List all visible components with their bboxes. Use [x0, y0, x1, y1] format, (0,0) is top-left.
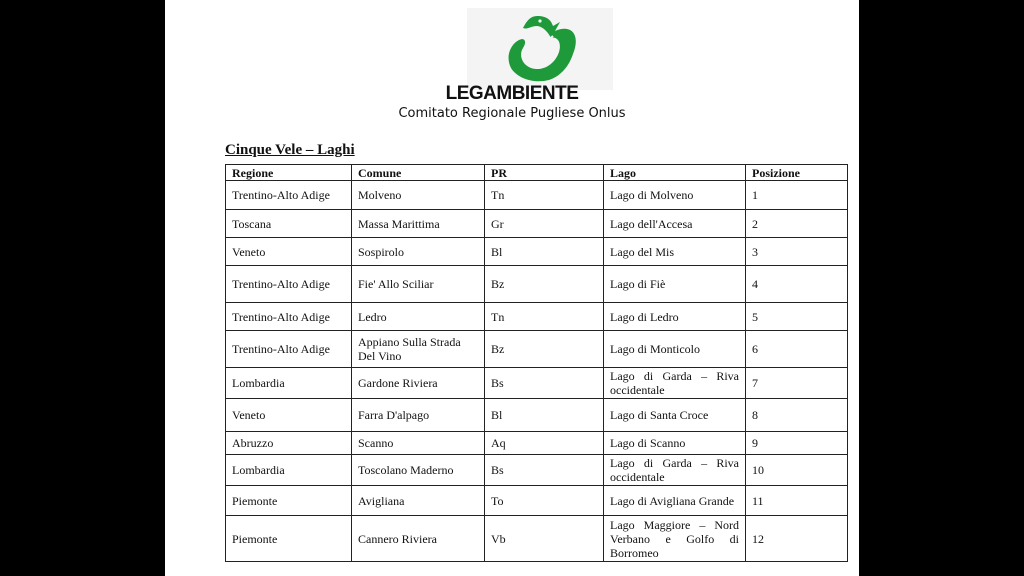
- cell-comune: Farra D'alpago: [352, 399, 485, 432]
- cell-posizione: 1: [746, 181, 848, 210]
- cell-posizione: 11: [746, 486, 848, 516]
- column-header-posizione: Posizione: [746, 165, 848, 181]
- cell-comune: Avigliana: [352, 486, 485, 516]
- column-header-comune: Comune: [352, 165, 485, 181]
- table-row: [226, 516, 848, 562]
- cell-regione: Abruzzo: [226, 432, 352, 455]
- cell-regione: Piemonte: [226, 486, 352, 516]
- cell-lago: Lago di Monticolo: [604, 331, 746, 368]
- cell-lago: Lago di Molveno: [604, 181, 746, 210]
- cell-comune: Scanno: [352, 432, 485, 455]
- section-title: Cinque Vele – Laghi: [225, 142, 355, 158]
- table-row: [226, 486, 848, 516]
- cell-comune: Fie' Allo Sciliar: [352, 266, 485, 303]
- organization-subtitle: Comitato Regionale Pugliese Onlus: [398, 106, 626, 121]
- cell-pr: Bz: [485, 331, 604, 368]
- cell-posizione: 3: [746, 238, 848, 266]
- cell-comune: Sospirolo: [352, 238, 485, 266]
- cell-pr: Gr: [485, 210, 604, 238]
- cell-lago: Lago Maggiore – Nord Verbano e Golfo di Borromeo: [604, 516, 746, 562]
- cell-regione: Trentino-Alto Adige: [226, 181, 352, 210]
- cell-pr: Bs: [485, 455, 604, 486]
- cell-lago: Lago del Mis: [604, 238, 746, 266]
- cell-posizione: 4: [746, 266, 848, 303]
- cell-comune: Appiano Sulla Strada Del Vino: [352, 331, 485, 368]
- cell-posizione: 10: [746, 455, 848, 486]
- table-row: [226, 331, 848, 368]
- cell-posizione: 2: [746, 210, 848, 238]
- column-header-lago: Lago: [604, 165, 746, 181]
- cell-lago: Lago di Ledro: [604, 303, 746, 331]
- cell-lago: Lago di Santa Croce: [604, 399, 746, 432]
- cell-pr: Bl: [485, 399, 604, 432]
- table-row: [226, 399, 848, 432]
- cell-lago: Lago dell'Accesa: [604, 210, 746, 238]
- table-row: [226, 455, 848, 486]
- cell-lago: Lago di Scanno: [604, 432, 746, 455]
- cell-pr: Vb: [485, 516, 604, 562]
- cell-lago: Lago di Fiè: [604, 266, 746, 303]
- cell-regione: Lombardia: [226, 455, 352, 486]
- cell-posizione: 7: [746, 368, 848, 399]
- organization-name: LEGAMBIENTE: [445, 83, 579, 104]
- cell-pr: To: [485, 486, 604, 516]
- cell-pr: Bs: [485, 368, 604, 399]
- cell-regione: Veneto: [226, 399, 352, 432]
- cell-posizione: 12: [746, 516, 848, 562]
- table-row: [226, 181, 848, 210]
- cell-pr: Aq: [485, 432, 604, 455]
- cell-posizione: 9: [746, 432, 848, 455]
- document-page: [165, 0, 859, 576]
- cell-lago: Lago di Garda – Riva occidentale: [604, 368, 746, 399]
- cell-regione: Piemonte: [226, 516, 352, 562]
- cell-pr: Tn: [485, 303, 604, 331]
- cell-regione: Veneto: [226, 238, 352, 266]
- cell-regione: Trentino-Alto Adige: [226, 266, 352, 303]
- legambiente-swan-logo: [467, 8, 613, 90]
- column-header-regione: Regione: [226, 165, 352, 181]
- table-row: [226, 303, 848, 331]
- table-row: [226, 210, 848, 238]
- cell-pr: Bl: [485, 238, 604, 266]
- cell-comune: Toscolano Maderno: [352, 455, 485, 486]
- cell-pr: Tn: [485, 181, 604, 210]
- cell-regione: Toscana: [226, 210, 352, 238]
- table-row: [226, 368, 848, 399]
- cell-comune: Massa Marittima: [352, 210, 485, 238]
- cell-regione: Lombardia: [226, 368, 352, 399]
- cell-comune: Gardone Riviera: [352, 368, 485, 399]
- column-header-pr: PR: [485, 165, 604, 181]
- lakes-ranking-table: [225, 164, 848, 562]
- cell-regione: Trentino-Alto Adige: [226, 303, 352, 331]
- cell-lago: Lago di Avigliana Grande: [604, 486, 746, 516]
- cell-posizione: 5: [746, 303, 848, 331]
- cell-regione: Trentino-Alto Adige: [226, 331, 352, 368]
- table-row: [226, 266, 848, 303]
- table-row: [226, 238, 848, 266]
- cell-pr: Bz: [485, 266, 604, 303]
- cell-comune: Cannero Riviera: [352, 516, 485, 562]
- table-row: [226, 432, 848, 455]
- cell-posizione: 6: [746, 331, 848, 368]
- cell-lago: Lago di Garda – Riva occidentale: [604, 455, 746, 486]
- cell-posizione: 8: [746, 399, 848, 432]
- cell-comune: Molveno: [352, 181, 485, 210]
- table-header-row: [226, 165, 848, 181]
- cell-comune: Ledro: [352, 303, 485, 331]
